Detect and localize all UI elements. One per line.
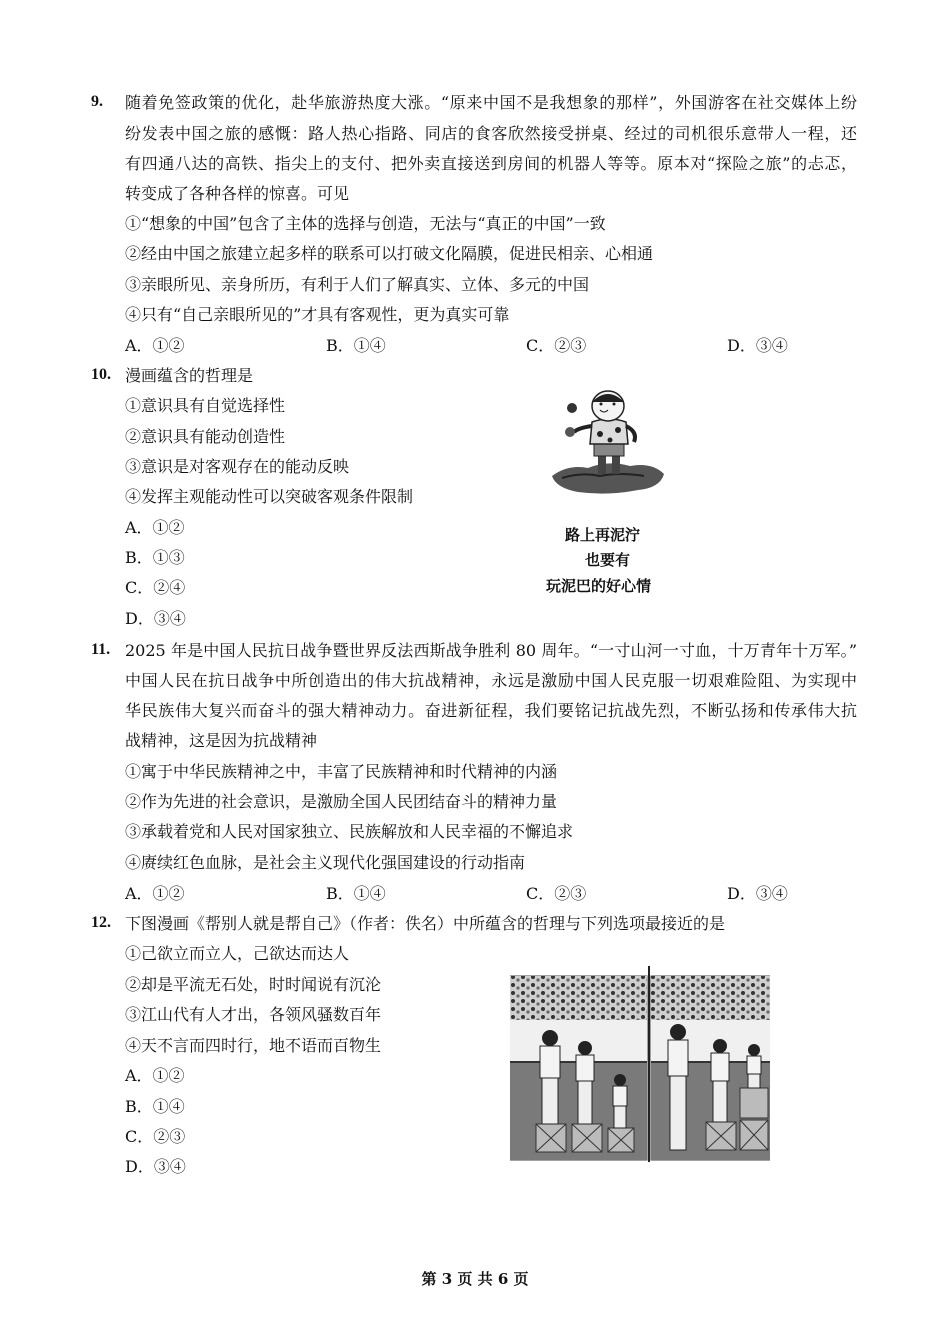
answer-choice-c[interactable]: C．②③ xyxy=(526,884,587,903)
answer-choice-d[interactable]: D．③④ xyxy=(125,609,186,628)
statement-item: ②意识具有能动创造性 xyxy=(125,427,286,446)
answer-choice-a[interactable]: A．①② xyxy=(125,518,185,537)
question-stem-line: 转变成了各种各样的惊喜。可见 xyxy=(125,184,350,203)
question-number: 9. xyxy=(91,93,103,110)
question-stem-line: 随着免签政策的优化，赴华旅游热度大涨。“原来中国不是我想象的那样”，外国游客在社交媒体上纷 xyxy=(125,93,857,112)
answer-choice-b[interactable]: B．①④ xyxy=(326,884,386,903)
cartoon-mud-boy-image xyxy=(548,388,668,500)
answer-choice-d[interactable]: D．③④ xyxy=(727,884,788,903)
cartoon-caption-line: 也要有 xyxy=(585,551,631,569)
question-stem-line: 2025 年是中国人民抗日战争暨世界反法西斯战争胜利 80 周年。“一寸山河一寸血，十万青年十万军。” xyxy=(125,641,857,660)
question-stem: 下图漫画《帮别人就是帮自己》（作者：佚名）中所蕴含的哲理与下列选项最接近的是 xyxy=(125,914,726,933)
question-stem-line: 有四通八达的高铁、指尖上的支付、把外卖直接送到房间的机器人等等。原本对“探险之旅”的忐忑， xyxy=(125,154,857,173)
question-stem-line: 中国人民在抗日战争中所创造出的伟大抗战精神，永远是激励中国人民克服一切艰难险阻、为实现中 xyxy=(125,671,857,690)
question-number: 11. xyxy=(91,641,111,658)
statement-item: ④赓续红色血脉，是社会主义现代化强国建设的行动指南 xyxy=(125,853,526,872)
answer-choice-b[interactable]: B．①③ xyxy=(125,548,185,567)
statement-item: ④天不言而四时行，地不语而百物生 xyxy=(125,1036,382,1055)
answer-choice-d[interactable]: D．③④ xyxy=(125,1157,186,1176)
statement-item: ①己欲立而立人，己欲达而达人 xyxy=(125,944,350,963)
answer-choice-a[interactable]: A．①② xyxy=(125,1066,185,1085)
question-stem-line: 华民族伟大复兴而奋斗的强大精神动力。奋进新征程，我们要铭记抗战先烈，不断弘扬和传承伟大抗 xyxy=(125,701,857,720)
answer-choice-c[interactable]: C．②③ xyxy=(125,1127,186,1146)
question-stem: 漫画蕴含的哲理是 xyxy=(125,366,254,385)
answer-choice-c[interactable]: C．②③ xyxy=(526,336,587,355)
answer-choice-a[interactable]: A．①② xyxy=(125,884,185,903)
question-stem-line: 战精神，这是因为抗战精神 xyxy=(125,731,318,750)
statement-item: ④只有“自己亲眼所见的”才具有客观性，更为真实可靠 xyxy=(125,305,510,324)
answer-choice-c[interactable]: C．②④ xyxy=(125,578,186,597)
statement-item: ①意识具有自觉选择性 xyxy=(125,396,286,415)
statement-item: ③意识是对客观存在的能动反映 xyxy=(125,457,350,476)
statement-item: ②却是平流无石处，时时闻说有沉沦 xyxy=(125,975,382,994)
answer-choice-b[interactable]: B．①④ xyxy=(326,336,386,355)
cartoon-caption-line: 玩泥巴的好心情 xyxy=(546,577,652,595)
statement-item: ①“想象的中国”包含了主体的选择与创造，无法与“真正的中国”一致 xyxy=(125,214,606,233)
statement-item: ③承载着党和人民对国家独立、民族解放和人民幸福的不懈追求 xyxy=(125,822,574,841)
page-footer: 第 3 页 共 6 页 xyxy=(421,1270,529,1288)
question-stem-line: 纷发表中国之旅的感慨：路人热心指路、同店的食客欣然接受拼桌、经过的司机很乐意带人一程，还 xyxy=(125,124,857,143)
answer-choice-b[interactable]: B．①④ xyxy=(125,1097,185,1116)
cartoon-helping-others-image xyxy=(510,966,770,1162)
statement-item: ③江山代有人才出，各领风骚数百年 xyxy=(125,1005,382,1024)
answer-choice-a[interactable]: A．①② xyxy=(125,336,185,355)
cartoon-caption-line: 路上再泥泞 xyxy=(565,526,641,544)
statement-item: ②作为先进的社会意识，是激励全国人民团结奋斗的精神力量 xyxy=(125,792,558,811)
question-number: 12. xyxy=(91,914,111,931)
statement-item: ③亲眼所见、亲身所历，有利于人们了解真实、立体、多元的中国 xyxy=(125,275,590,294)
statement-item: ①寓于中华民族精神之中，丰富了民族精神和时代精神的内涵 xyxy=(125,762,558,781)
answer-choice-d[interactable]: D．③④ xyxy=(727,336,788,355)
statement-item: ④发挥主观能动性可以突破客观条件限制 xyxy=(125,487,414,506)
question-number: 10. xyxy=(91,366,111,383)
statement-item: ②经由中国之旅建立起多样的联系可以打破文化隔膜，促进民相亲、心相通 xyxy=(125,244,654,263)
